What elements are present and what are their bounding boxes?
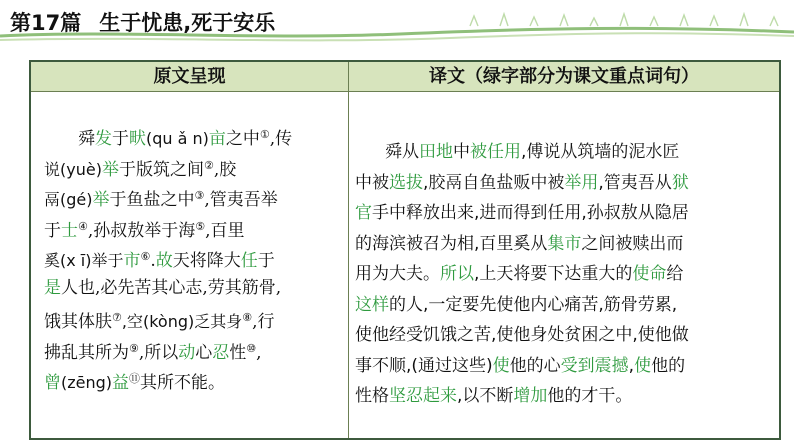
- original-line: 奚(x ī)举于市⑥.故天将降大任于: [44, 250, 275, 271]
- footnote-marker: ⑦: [112, 311, 122, 324]
- translation-line: 性格坚忍起来,以不断增加他的才干。: [355, 386, 633, 406]
- footnote-marker: ①: [259, 128, 270, 141]
- original-text: [44, 120, 342, 395]
- comparison-table: [29, 60, 781, 440]
- lesson-title: 生于忧患,死于安乐: [99, 11, 276, 35]
- original-line: 曾(zēng)益⑪其所不能。: [44, 372, 226, 393]
- page-title: [10, 7, 275, 37]
- original-line: 是人也,必先苦其心志,劳其筋骨,: [44, 277, 282, 298]
- original-line: 舜发于畎(qu ǎ n)亩之中①,传: [78, 128, 293, 149]
- footnote-marker: ③: [194, 189, 205, 202]
- footnote-marker: ⑪: [129, 372, 141, 385]
- translation-line: 的海滨被召为相,百里奚从集市之间被赎出而: [355, 233, 684, 254]
- translation-line: 官手中释放出来,进而得到任用,孙叔敖从隐居: [355, 203, 689, 223]
- original-line: 拂乱其所为⑨,所以动心忍性⑩,: [44, 341, 262, 363]
- original-line: 饿其体肤⑦,空(kòng)乏其身⑧,行: [44, 311, 275, 332]
- footnote-marker: ⑨: [129, 341, 139, 355]
- footnote-marker: ⑧: [242, 311, 253, 324]
- translation-text-cell: [349, 92, 779, 438]
- translation-line: 用为大夫。所以,上天将要下达重大的使命给: [355, 264, 684, 284]
- translation-line: 这样的人,一定要先使他内心痛苦,筋骨劳累,: [355, 294, 678, 315]
- translation-text: [355, 137, 773, 412]
- original-line: 鬲(gé)举于鱼盐之中③,管夷吾举: [44, 189, 278, 210]
- translation-line: 事不顺,(通过这些)使他的心受到震撼,使他的: [355, 355, 686, 376]
- footnote-marker: ⑩: [246, 341, 257, 355]
- footnote-marker: ④: [78, 219, 88, 233]
- translation-line: 使他经受饥饿之苦,使他身处贫困之中,使他做: [355, 325, 689, 345]
- footnote-marker: ⑤: [195, 219, 206, 233]
- original-line: 说(yuè)举于版筑之间②,胶: [44, 158, 237, 180]
- chapter-number: 第17篇: [10, 11, 82, 35]
- footnote-marker: ⑥: [140, 250, 151, 263]
- translation-line: 舜从田地中被任用,傅说从筑墙的泥水匠: [385, 142, 680, 162]
- footnote-marker: ②: [203, 158, 214, 172]
- translation-line: 中被选拔,胶鬲自鱼盐贩中被举用,管夷吾从狱: [355, 172, 689, 193]
- slide-header: [0, 0, 794, 44]
- original-column-header: 原文呈现: [31, 62, 349, 92]
- original-line: 于士④,孙叔敖举于海⑤,百里: [44, 219, 245, 241]
- translation-column-header: 译文（绿字部分为课文重点词句）: [349, 62, 779, 92]
- original-text-cell: [31, 92, 349, 438]
